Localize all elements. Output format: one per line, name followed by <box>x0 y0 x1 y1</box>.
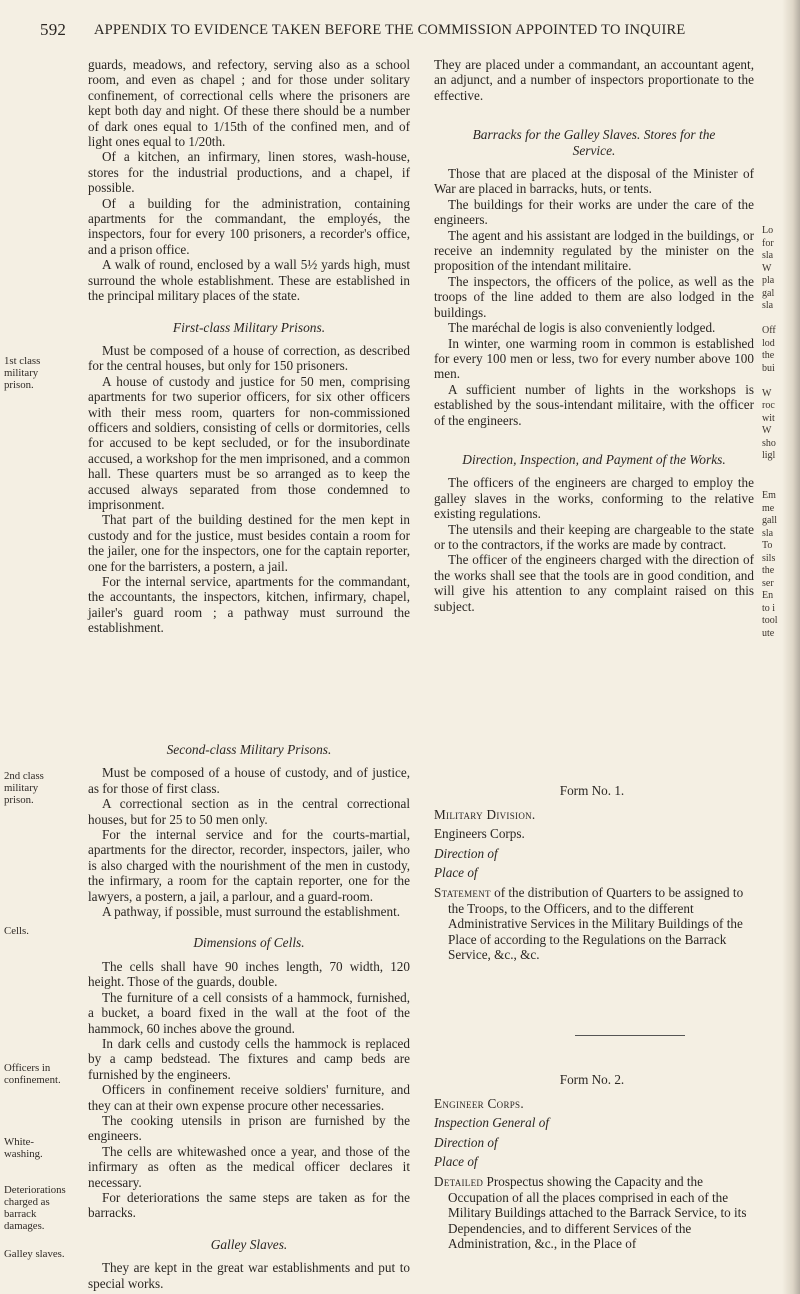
paragraph: The inspectors, the officers of the police, as well as the troops of the line added to them are also lodged in the buildings. <box>434 273 754 320</box>
running-title: APPENDIX TO EVIDENCE TAKEN BEFORE THE COMMISSION APPOINTED TO INQUIRE <box>94 22 686 38</box>
form-2-inspection: Inspection General of <box>434 1115 549 1131</box>
paragraph: A pathway, if possible, must surround the establishment. <box>102 904 401 920</box>
paragraph: For deteriorations the same steps are taken as for the barracks. <box>88 1189 410 1221</box>
right-column-upper <box>434 57 754 614</box>
form-2-detailed-text: Prospectus showing the Capacity and the Occupation of all the places comprised in each of the Military Buildings attached to the Barrack Service, to its Dependencies, and to different Services of the Administration, &c., in the Place of <box>448 1173 747 1252</box>
paragraph: The utensils and their keeping are chargeable to the state or to the contractors, if the works are made by contract. <box>434 521 754 552</box>
edge-fragments-lower: Em me gall sla To sils the ser En to i tool ute <box>762 490 778 639</box>
paragraph: The maréchal de logis is also conveniently lodged. <box>448 320 716 336</box>
form-1-division: Military Division. <box>434 806 536 822</box>
paragraph: guards, meadows, and refectory, serving also as a school room, and even as chapel ; and for those under solitary confinement, of correctional cells where the prisoners are kept both day and night. Of these there should be a number of dark ones equal to 1/15th of the confined men, and of light ones equal to 1/20th. <box>88 57 410 150</box>
paragraph: The cells shall have 90 inches length, 70 width, 120 height. Those of the guards, double. <box>88 958 410 990</box>
paragraph: A walk of round, enclosed by a wall 5½ yards high, must surround the whole establishment. These are established in the principal military places of the state. <box>88 257 410 304</box>
form-1-place: Place of <box>434 865 478 881</box>
margin-note-officers: Officers in confinement. <box>4 1062 61 1086</box>
paragraph: A house of custody and justice for 50 men, comprising apartments for two superior officers, for six other officers with their mess room, quarters for non-commissioned officers and soldiers, consisting of cells or dormitories, cells for accused to be kept secluded, or for the insubordinate accused, a workshop for the men imprisoned, and a common hall. These quarters must be so arranged as to keep the accused always separated from those condemned to imprisonment. <box>88 373 410 512</box>
margin-note-cells: Cells. <box>4 925 29 937</box>
form-2-direction: Direction of <box>434 1134 498 1150</box>
margin-note-2nd-class: 2nd class military prison. <box>4 770 44 806</box>
form-2-detailed <box>434 1174 750 1252</box>
paragraph: The cooking utensils in prison are furnished by the engineers. <box>88 1112 410 1144</box>
paragraph: They are placed under a commandant, an accountant agent, an adjunct, and a number of inspectors proportionate to the effective. <box>434 57 754 103</box>
paragraph: The officer of the engineers charged with the direction of the works shall see that the tools are in good condition, and will give his attention to any complaint raised on this subject. <box>434 552 754 614</box>
section-heading-cells: Dimensions of Cells. <box>193 935 305 951</box>
paragraph: Of a kitchen, an infirmary, linen stores, wash-house, stores for the industrial productions, and a chapel, if possible. <box>88 149 410 196</box>
paragraph: In dark cells and custody cells the hammock is replaced by a camp bedstead. The fixtures and camp beds are furnished by the engineers. <box>88 1035 410 1082</box>
paragraph: The furniture of a cell consists of a hammock, furnished, a bucket, a board fixed in the wall at the foot of the hammock, 60 inches above the ground. <box>88 989 410 1036</box>
form-1-statement-lead: Statement <box>434 884 491 900</box>
form-1-statement <box>434 885 750 963</box>
section-heading-first-class: First-class Military Prisons. <box>172 319 326 335</box>
paragraph: The agent and his assistant are lodged in the buildings, or receive an indemnity regulated by the minister on the proposition of the intendant militaire. <box>434 227 754 274</box>
section-heading-galley: Galley Slaves. <box>210 1236 288 1252</box>
form-1 <box>434 783 750 967</box>
form-2 <box>434 1072 750 1256</box>
page-number: 592 <box>40 20 67 39</box>
paragraph: Of a building for the administration, containing apartments for the commandant, the employés, the inspectors, four for every 100 prisoners, a recorder's office, and a prison office. <box>88 195 410 257</box>
paragraph: For the internal service and for the courts-martial, apartments for the director, recorder, inspectors, jailer, who is also charged with the nourishment of the men in custody, the infirmary, a room for the captain reporter, one for the lawyers, a postern, a jail, a parlour, and a guard-room. <box>88 827 410 904</box>
section-heading-barracks: Barracks for the Galley Slaves. Stores for the Service. <box>472 127 716 158</box>
paragraph: Officers in confinement receive soldiers' furniture, and they can at their own expense procure other necessaries. <box>88 1082 410 1113</box>
form-1-title: Form No. 1. <box>559 783 625 798</box>
margin-note-white-washing: White-washing. <box>4 1136 43 1160</box>
paragraph: Must be composed of a house of custody, and of justice, as for those of first class. <box>88 765 410 796</box>
form-divider <box>575 1035 685 1036</box>
paragraph: A sufficient number of lights in the workshops is established by the sous-intendant militaire, with the officer of the engineers. <box>434 381 754 428</box>
form-1-direction: Direction of <box>434 845 498 861</box>
paragraph: The officers of the engineers are charged to employ the galley slaves in the works, conforming to the relative existing regulations. <box>434 475 754 522</box>
edge-fragments-upper: Lo for sla W pla gal sla Off lod the bui W roc wit W sho ligl <box>762 225 776 461</box>
form-2-corps: Engineer Corps. <box>434 1095 524 1111</box>
section-heading-direction: Direction, Inspection, and Payment of the Works. <box>462 451 726 467</box>
form-1-statement-text: of the distribution of Quarters to be assigned to the Troops, to the Officers, and to the different Administrative Services in the Military Buildings of the Place of according to the Regulations on the Barrack Service, &c., &c. <box>448 884 744 963</box>
running-header <box>40 20 780 42</box>
paragraph: The cells are whitewashed once a year, and those of the infirmary as often as the medical officer declares it necessary. <box>88 1143 410 1190</box>
margin-note-galley: Galley slaves. <box>4 1248 65 1260</box>
page-edge-shadow <box>782 0 800 1294</box>
form-2-detailed-lead: Detailed <box>434 1173 484 1189</box>
paragraph: Must be composed of a house of correction, as described for the central houses, but only for 150 prisoners. <box>88 342 410 374</box>
paragraph: That part of the building destined for the men kept in custody and for the justice, must besides contain a room for the jailer, one for the inspectors, one for the captain reporter, one for the barristers, a postern, a jail. <box>88 512 410 574</box>
form-2-title: Form No. 2. <box>559 1072 625 1087</box>
paragraph: Those that are placed at the disposal of the Minister of War are placed in barracks, huts, or tents. <box>434 166 754 197</box>
paragraph: The buildings for their works are under the care of the engineers. <box>434 196 754 228</box>
left-column-lower <box>88 742 410 1291</box>
section-heading-second-class: Second-class Military Prisons. <box>166 742 332 757</box>
margin-note-1st-class: 1st class military prison. <box>4 355 41 391</box>
form-1-corps: Engineers Corps. <box>434 826 525 842</box>
paragraph: They are kept in the great war establishments and put to special works. <box>88 1260 410 1291</box>
left-column-upper <box>88 57 410 636</box>
paragraph: In winter, one warming room in common is established for every 100 men or less, two for every number above 100 men. <box>434 335 754 382</box>
paragraph: A correctional section as in the central correctional houses, but for 25 to 50 men only. <box>88 796 410 827</box>
paragraph: For the internal service, apartments for the commandant, the accountants, the inspectors, kitchen, infirmary, chapel, jailer's guard room ; a pathway must surround the establishment. <box>88 574 410 636</box>
form-2-place: Place of <box>434 1154 478 1170</box>
margin-note-deterioration: Deteriorations charged as barrack damages. <box>4 1184 66 1232</box>
